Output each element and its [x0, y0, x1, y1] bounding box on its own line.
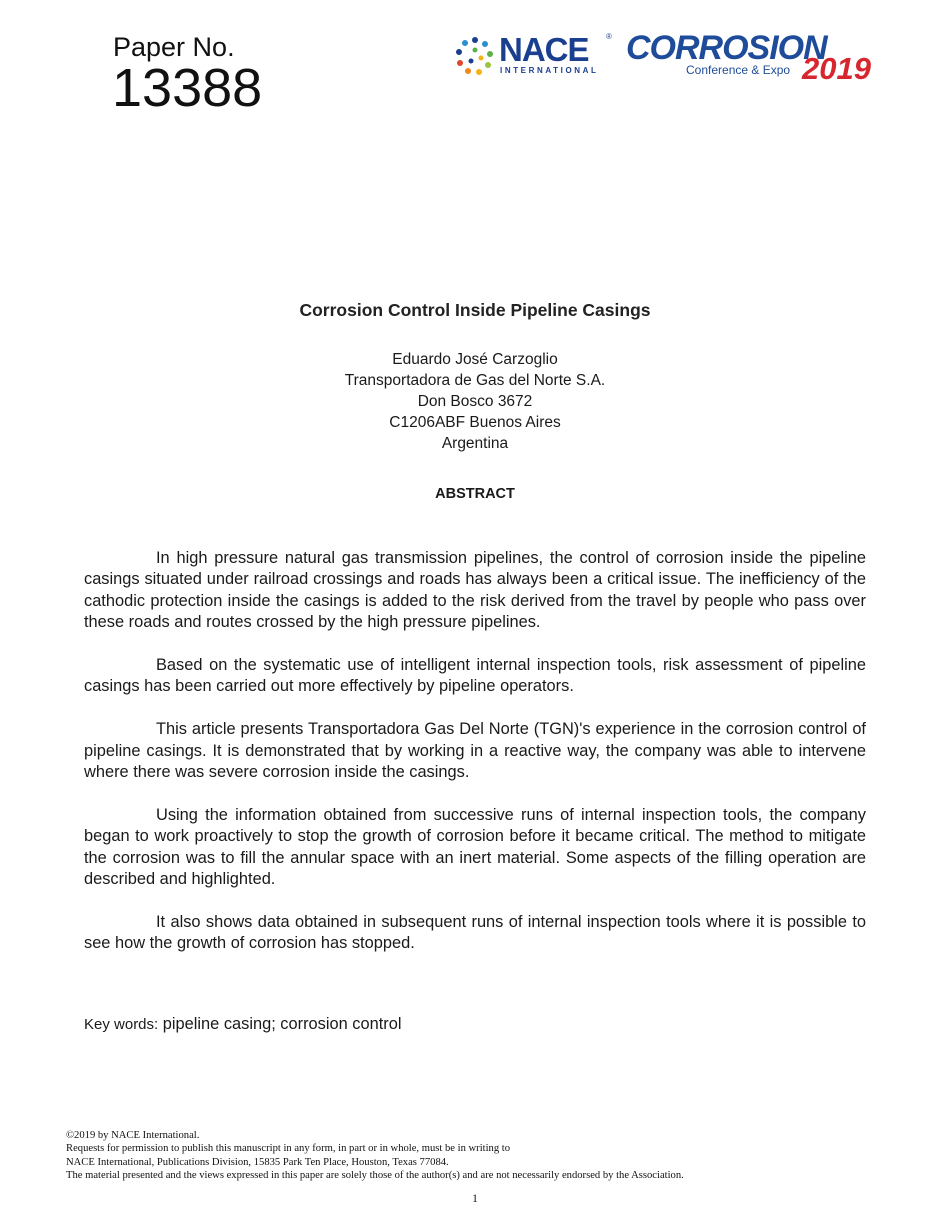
footer-line: ©2019 by NACE International. [66, 1130, 200, 1141]
author-organization: Transportadora de Gas del Norte S.A. [344, 372, 606, 389]
keywords [84, 1015, 401, 1034]
author-city: C1206ABF Buenos Aires [389, 414, 561, 431]
author-country: Argentina [441, 435, 509, 452]
page-number: 1 [472, 1191, 478, 1205]
corrosion-conference-logo [626, 30, 886, 90]
footer-line: NACE International, Publications Division, 15835 Park Ten Place, Houston, Texas 77084. [66, 1156, 449, 1168]
paper-number: 13388 [112, 58, 263, 118]
abstract-body [84, 548, 866, 976]
keywords-value: pipeline casing; corrosion control [162, 1015, 402, 1033]
corrosion-subtitle: Conference & Expo [686, 63, 791, 77]
nace-registered-mark: ® [606, 32, 612, 41]
author-block [0, 349, 950, 454]
abstract-heading: ABSTRACT [435, 486, 515, 502]
author-street: Don Bosco 3672 [417, 393, 533, 410]
paper-title: Corrosion Control Inside Pipeline Casings [299, 300, 651, 320]
corrosion-wordmark: CORROSION [626, 29, 827, 67]
footer-line: The material presented and the views expressed in this paper are solely those of the author(s) and are not necessarily endorsed by the Association. [66, 1170, 684, 1182]
abstract-paragraph: Using the information obtained from successive runs of internal inspection tools, the company began to work proactively to stop the growth of corrosion before it became critical. The method to mitigate the corrosion was to fill the annular space with an inert material. Some aspects of the filling operation are described and highlighted. [84, 805, 866, 889]
corrosion-year: 2019 [802, 51, 871, 86]
nace-wordmark: NACE [499, 31, 589, 68]
nace-tagline: INTERNATIONAL [500, 66, 599, 75]
nace-logo [455, 31, 615, 80]
copyright-footer [66, 1129, 684, 1183]
author-name: Eduardo José Carzoglio [392, 351, 558, 368]
abstract-paragraph: Based on the systematic use of intelligent internal inspection tools, risk assessment of pipeline casings has been carried out more effectively by pipeline operators. [84, 656, 866, 696]
keywords-label: Key words: [84, 1016, 159, 1033]
paper-label: Paper No. [113, 32, 235, 62]
abstract-paragraph: This article presents Transportadora Gas Del Norte (TGN)'s experience in the corrosion control of pipeline casings. It is demonstrated that by working in a reactive way, the company was able to intervene where there was severe corrosion inside the casings. [84, 720, 866, 782]
abstract-paragraph: In high pressure natural gas transmission pipelines, the control of corrosion inside the pipeline casings situated under railroad crossings and roads has always been a critical issue. The inefficiency of the cathodic protection inside the casings is added to the risk derived from the travel by people who pass over these roads and routes crossed by the high pressure pipelines. [84, 549, 866, 632]
abstract-paragraph: It also shows data obtained in subsequent runs of internal inspection tools where it is possible to see how the growth of corrosion has stopped. [84, 912, 866, 953]
footer-line: Requests for permission to publish this manuscript in any form, in part or in whole, must be in writing to [66, 1143, 511, 1155]
nace-globe-icon [455, 36, 495, 76]
